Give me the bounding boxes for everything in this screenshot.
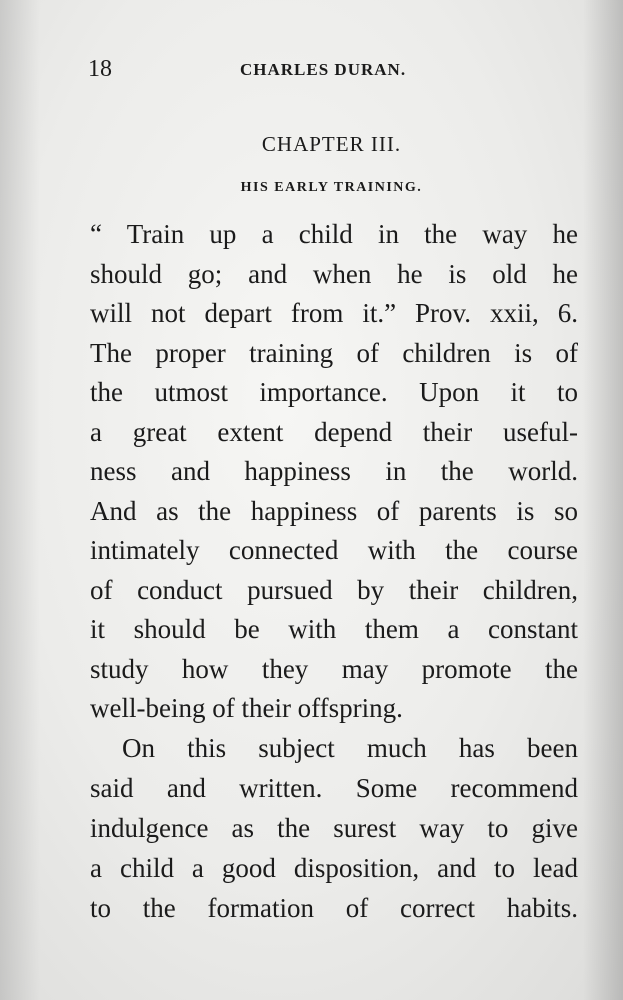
text-line: it should be with them a constant (90, 614, 578, 644)
text-line: the utmost importance. Upon it to (90, 377, 578, 407)
text-line: study how they may promote the (90, 653, 578, 684)
chapter-number: CHAPTER III. (261, 132, 402, 156)
text-line: to the formation of correct habits. (90, 893, 578, 923)
chapter-title: HIS EARLY TRAINING. (240, 180, 423, 195)
text-line: a great extent depend their useful- (90, 416, 578, 447)
text-line: ness and happiness in the world. (90, 456, 578, 486)
text-line: should go; and when he is old he (90, 258, 578, 289)
text-line: On this subject much has been (122, 733, 578, 763)
text-line: intimately connected with the course (90, 535, 578, 565)
text-line: The proper training of children is of (90, 337, 578, 368)
text-line: well-being of their offspring. (90, 693, 403, 723)
text-line: And as the happiness of parents is so (90, 495, 578, 526)
text-line: a child a good disposition, and to lead (90, 853, 578, 883)
text-line: will not depart from it.” Prov. xxii, 6. (90, 298, 578, 328)
running-title: CHARLES DURAN. (240, 60, 407, 79)
text-line: of conduct pursued by their children, (90, 574, 578, 605)
page-number: 18 (88, 56, 112, 82)
text-line: “ Train up a child in the way he (90, 219, 578, 249)
running-head (88, 56, 576, 86)
text-line: indulgence as the surest way to give (90, 813, 578, 843)
text-line: said and written. Some recommend (90, 773, 578, 803)
